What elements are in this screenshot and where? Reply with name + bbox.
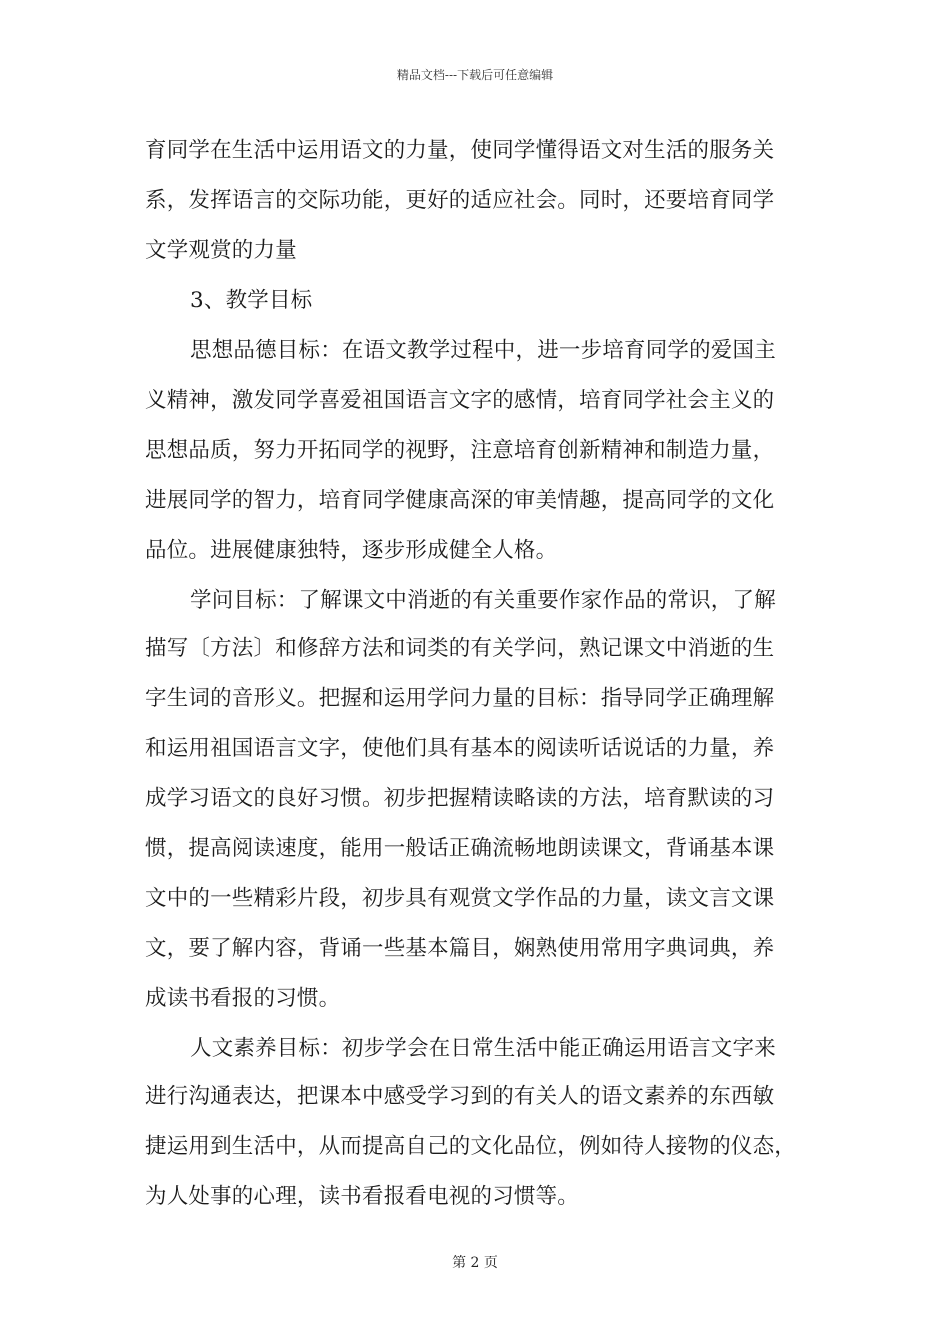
body-line: 描写〔方法〕和修辞方法和词类的有关学问，熟记课文中消逝的生 [145, 636, 775, 661]
body-line: 进行沟通表达，把课本中感受学习到的有关人的语文素养的东西敏 [145, 1084, 775, 1109]
body-line: 育同学在生活中运用语文的力量，使同学懂得语文对生活的服务关 [145, 138, 775, 163]
body-line: 品位。进展健康独特，逐步形成健全人格。 [145, 538, 558, 563]
body-line: 成学习语文的良好习惯。初步把握精读略读的方法，培育默读的习 [145, 786, 775, 811]
page-number: 第 2 页 [452, 1255, 498, 1271]
body-line: 成读书看报的习惯。 [145, 986, 341, 1011]
body-line: 进展同学的智力，培育同学健康高深的审美情趣，提高同学的文化 [145, 488, 775, 513]
page-header: 精品文档---下载后可任意编辑 [396, 68, 554, 82]
body-line: 文中的一些精彩片段，初步具有观赏文学作品的力量，读文言文课 [145, 886, 775, 911]
body-line: 义精神，激发同学喜爱祖国语言文字的感情，培育同学社会主义的 [145, 388, 775, 413]
body-line: 文学观赏的力量 [145, 238, 297, 263]
body-line: 为人处事的心理，读书看报看电视的习惯等。 [145, 1184, 580, 1209]
body-line: 惯，提高阅读速度，能用一般话正确流畅地朗读课文，背诵基本课 [145, 836, 775, 861]
body-line: 字生词的音形义。把握和运用学问力量的目标：指导同学正确理解 [145, 686, 775, 711]
body-line: 思想品质，努力开拓同学的视野，注意培育创新精神和制造力量， [145, 438, 775, 463]
body-line: 和运用祖国语言文字，使他们具有基本的阅读听话说话的力量，养 [145, 736, 775, 761]
body-line: 捷运用到生活中，从而提高自己的文化品位，例如待人接物的仪态， [145, 1134, 797, 1159]
body-line: 系，发挥语言的交际功能，更好的适应社会。同时，还要培育同学 [145, 188, 775, 213]
section-heading: 3、教学目标 [190, 288, 313, 313]
body-line: 文，要了解内容，背诵一些基本篇目，娴熟使用常用字典词典，养 [145, 936, 775, 961]
body-line: 人文素养目标：初步学会在日常生活中能正确运用语言文字来 [190, 1036, 776, 1061]
body-line: 思想品德目标：在语文教学过程中，进一步培育同学的爱国主 [190, 338, 776, 363]
body-line: 学问目标：了解课文中消逝的有关重要作家作品的常识，了解 [190, 588, 776, 613]
